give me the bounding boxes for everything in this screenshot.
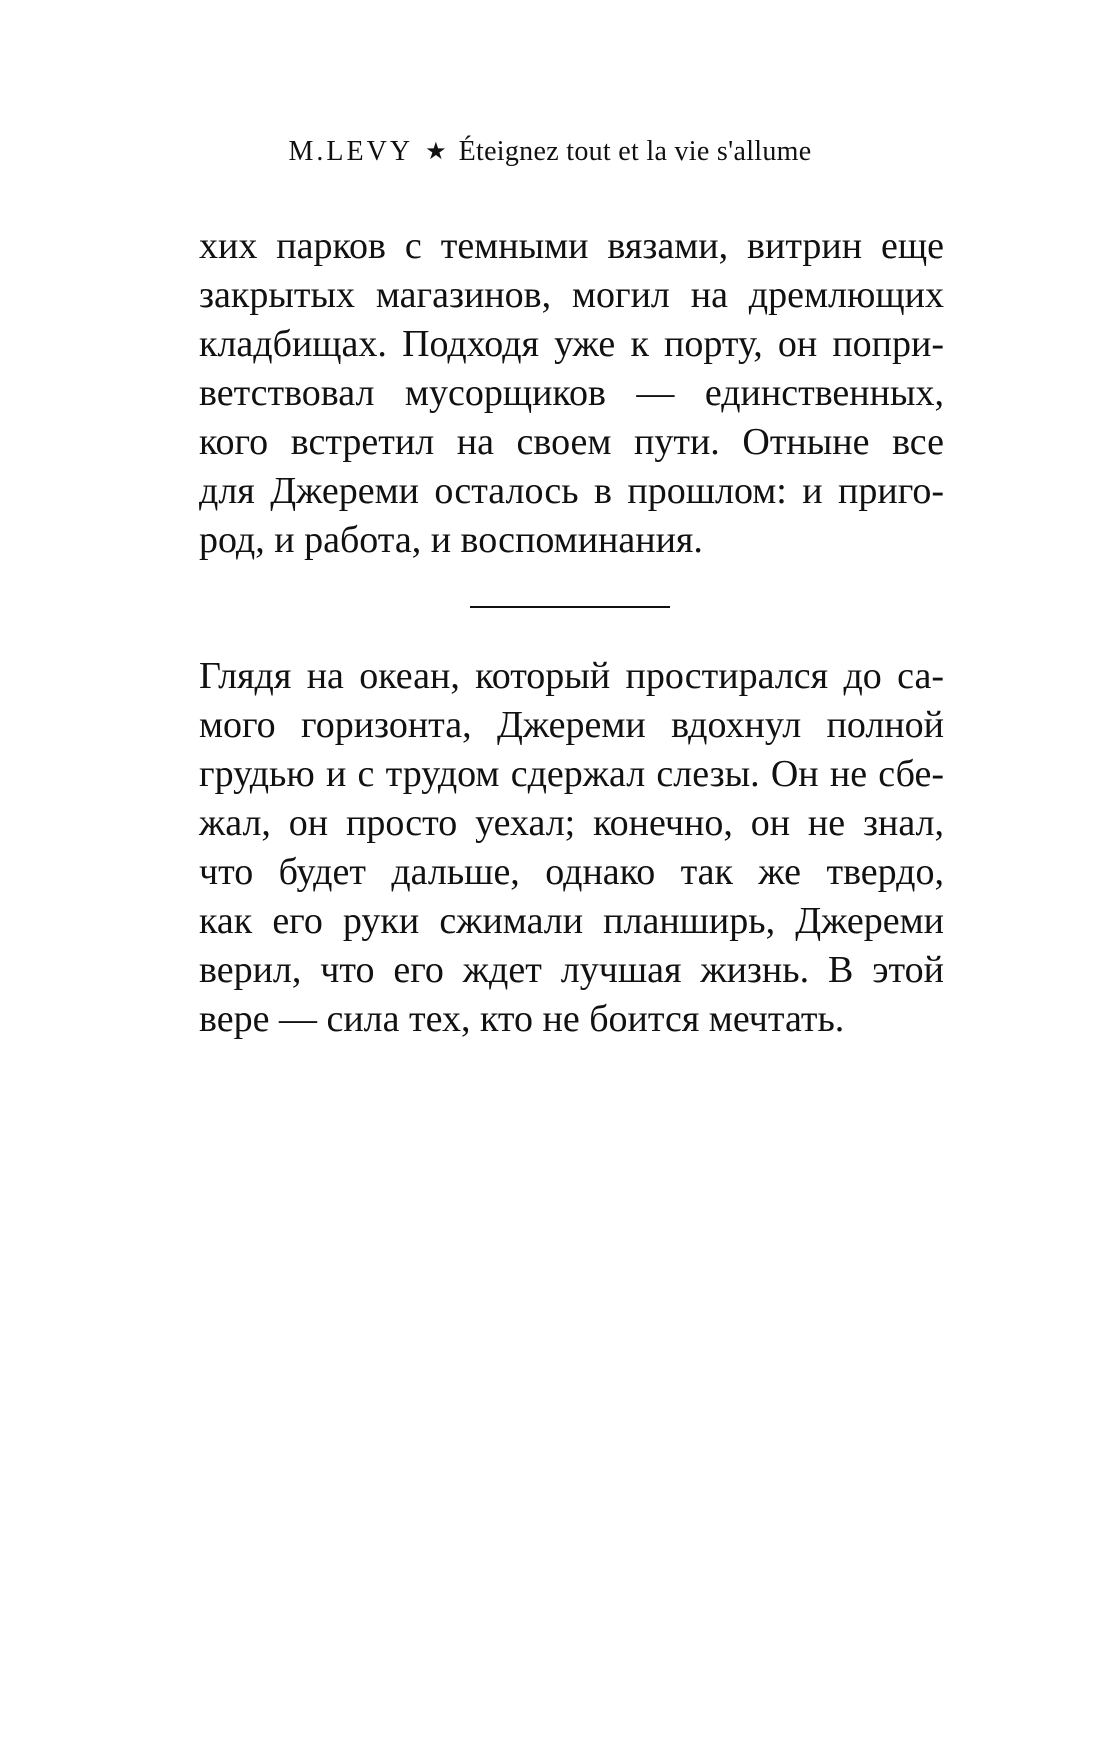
- text-line: ветствовал мусорщиков — единственных,: [199, 372, 944, 414]
- section-divider: [470, 606, 670, 608]
- text-line: кого встретил на своем пути. Отныне все: [199, 421, 944, 463]
- book-title: Éteignez tout et la vie s'allume: [458, 136, 812, 167]
- text-line: верил, что его ждет лучшая жизнь. В этой: [199, 949, 944, 991]
- text-line: мого горизонта, Джереми вдохнул полной: [199, 704, 944, 746]
- text-line: вере — сила тех, кто не боится мечтать.: [199, 998, 845, 1040]
- text-line: что будет дальше, однако так же твердо,: [199, 851, 944, 893]
- running-header: [0, 132, 1100, 172]
- text-line: как его руки сжимали планширь, Джереми: [199, 900, 944, 942]
- star-icon: ★: [425, 139, 447, 165]
- author-name: M.LEVY: [288, 136, 414, 167]
- text-line: кладбищах. Подходя уже к порту, он попри-: [199, 323, 944, 365]
- text-line: для Джереми осталось в прошлом: и приго-: [199, 470, 944, 512]
- paragraph-1: [199, 222, 944, 565]
- text-line: жал, он просто уехал; конечно, он не знал,: [199, 802, 944, 844]
- text-line: закрытых магазинов, могил на дремлющих: [199, 274, 944, 316]
- text-line: грудью и с трудом сдержал слезы. Он не сбе-: [199, 753, 944, 795]
- paragraph-2: [199, 652, 944, 1044]
- text-line: Глядя на океан, который простирался до са-: [199, 655, 944, 697]
- text-line: хих парков с темными вязами, витрин еще: [199, 225, 944, 267]
- text-line: род, и работа, и воспоминания.: [199, 519, 703, 561]
